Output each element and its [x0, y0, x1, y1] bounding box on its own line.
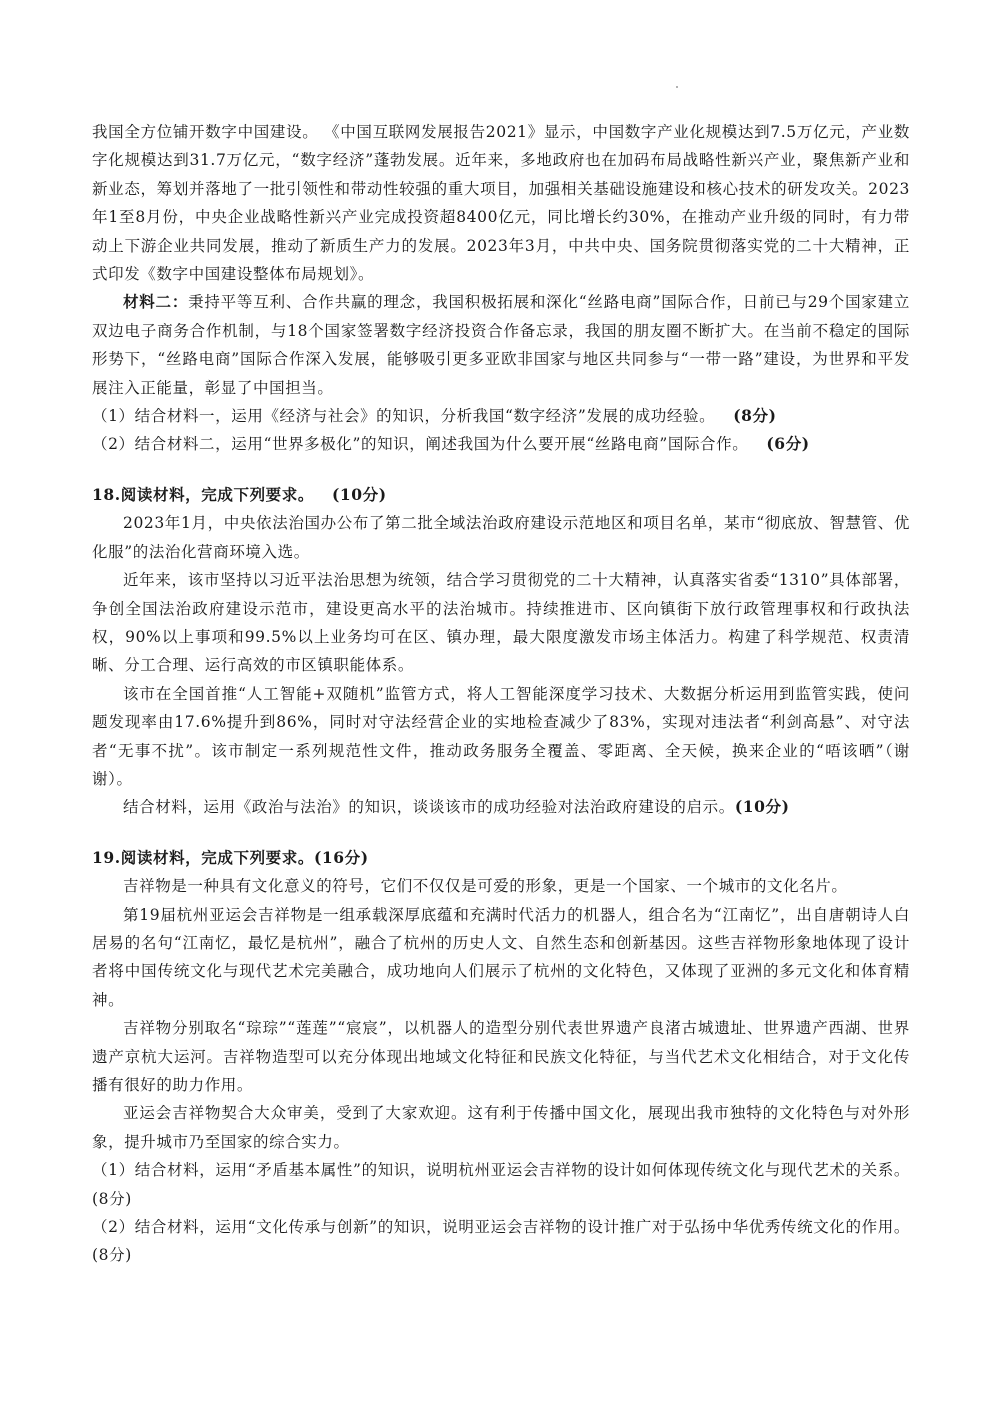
q17-subquestion-1 — [92, 402, 910, 430]
q19-paragraph-4: 亚运会吉祥物契合大众审美，受到了大家欢迎。这有利于传播中国文化，展现出我市独特的文化特色与对外形象，提升城市乃至国家的综合实力。 — [92, 1104, 910, 1151]
q19-subquestion-2: （2）结合材料，运用“文化传承与创新”的知识，说明亚运会吉祥物的设计推广对于弘扬中华优秀传统文化的作用。(8分) — [92, 1218, 910, 1265]
q17-subquestion-1-text: （1）结合材料一，运用《经济与社会》的知识，分析我国“数字经济”发展的成功经验。 — [92, 407, 716, 426]
q17-subquestion-2-text: （2）结合材料二，运用“世界多极化”的知识，阐述我国为什么要开展“丝路电商”国际合作。 — [92, 435, 749, 454]
q18-paragraph-3: 该市在全国首推“人工智能+双随机”监管方式，将人工智能深度学习技术、大数据分析运用到监管实践，使问题发现率由17.6%提升到86%，同时对守法经营企业的实地检查减少了83%，实现对违法者“利剑高悬”、对守法者“无事不扰”。该市制定一系列规范性文件，推动政务服务全覆盖、零距离、全天候，换来企业的“唔该晒”（谢谢）。 — [92, 684, 910, 788]
q17-subquestion-2 — [92, 430, 910, 458]
q18-paragraph-1: 2023年1月，中央依法治国办公布了第二批全域法治政府建设示范地区和项目名单，某市“彻底放、智慧管、优化服”的法治化营商环境入选。 — [92, 514, 910, 561]
q19-paragraph-1: 吉祥物是一种具有文化意义的符号，它们不仅仅是可爱的形象，更是一个国家、一个城市的文化名片。 — [123, 877, 848, 896]
q19-subquestion-1: （1）结合材料，运用“矛盾基本属性”的知识，说明杭州亚运会吉祥物的设计如何体现传统文化与现代艺术的关系。(8分) — [92, 1161, 910, 1208]
q18-heading — [92, 481, 910, 509]
q18-section — [92, 481, 910, 822]
q18-paragraph-2: 近年来，该市坚持以习近平法治思想为统领，结合学习贯彻党的二十大精神，认真落实省委“1310”具体部署，争创全国法治政府建设示范市，建设更高水平的法治城市。持续推进市、区向镇街下放行政管理事权和行政执法权，90%以上事项和99.5%以上业务均可在区、镇办理，最大限度激发市场主体活力。构建了科学规范、权责清晰、分工合理、运行高效的市区镇职能体系。 — [92, 571, 910, 675]
q19-section — [92, 844, 910, 1270]
material2-paragraph — [92, 288, 910, 402]
q18-question — [92, 793, 910, 821]
material2-text: 秉持平等互利、合作共赢的理念，我国积极拓展和深化“丝路电商”国际合作，日前已与29个国家建立双边电子商务合作机制，与18个国家签署数字经济投资合作备忘录，我国的朋友圈不断扩大。在当前不稳定的国际形势下，“丝路电商”国际合作深入发展，能够吸引更多亚欧非国家与地区共同参与“一带一路”建设，为世界和平发展注入正能量，彰显了中国担当。 — [92, 293, 910, 397]
q18-heading-score: (10分) — [331, 484, 387, 504]
q17-subquestion-1-score: (8分) — [733, 406, 777, 426]
q19-paragraph-3: 吉祥物分别取名“琮琮”“莲莲”“宸宸”，以机器人的造型分别代表世界遗产良渚古城遗址、世界遗产西湖、世界遗产京杭大运河。吉祥物造型可以充分体现出地域文化特征和民族文化特征，与当代艺术文化相结合，对于文化传播有很好的助力作用。 — [92, 1019, 910, 1094]
page-content — [92, 118, 910, 1270]
section-gap — [92, 822, 910, 844]
q18-question-score: (10分) — [734, 797, 790, 817]
q18-heading-text: 18.阅读材料，完成下列要求。 — [92, 484, 314, 504]
material2-label: 材料二： — [123, 292, 189, 312]
q17-continued-section — [92, 118, 910, 459]
q19-heading: 19.阅读材料，完成下列要求。(16分) — [92, 847, 369, 867]
q17-subquestion-2-score: (6分) — [766, 434, 810, 454]
section-gap — [92, 459, 910, 481]
material1-paragraph: 我国全方位铺开数字中国建设。 《中国互联网发展报告2021》显示，中国数字产业化规模达到7.5万亿元，产业数字化规模达到31.7万亿元，“数字经济”蓬勃发展。近年来，多地政府也在加码布局战略性新兴产业，聚焦新产业和新业态，筹划并落地了一批引领性和带动性较强的重大项目，加强相关基础设施建设和核心技术的研发攻关。2023年1至8月份，中央企业战略性新兴产业完成投资超8400亿元，同比增长约30%，在推动产业升级的同时，有力带动上下游企业共同发展，推动了新质生产力的发展。2023年3月，中共中央、国务院贯彻落实党的二十大精神，正式印发《数字中国建设整体布局规划》。 — [92, 123, 910, 284]
q18-question-text: 结合材料，运用《政治与法治》的知识，谈谈该市的成功经验对法治政府建设的启示。 — [123, 798, 735, 817]
scan-speck — [676, 86, 678, 88]
q19-paragraph-2: 第19届杭州亚运会吉祥物是一组承载深厚底蕴和充满时代活力的机器人，组合名为“江南忆”，出自唐朝诗人白居易的名句“江南忆，最忆是杭州”，融合了杭州的历史人文、自然生态和创新基因。这些吉祥物形象地体现了设计者将中国传统文化与现代艺术完美融合，成功地向人们展示了杭州的文化特色，又体现了亚洲的多元文化和体育精神。 — [92, 905, 910, 1009]
